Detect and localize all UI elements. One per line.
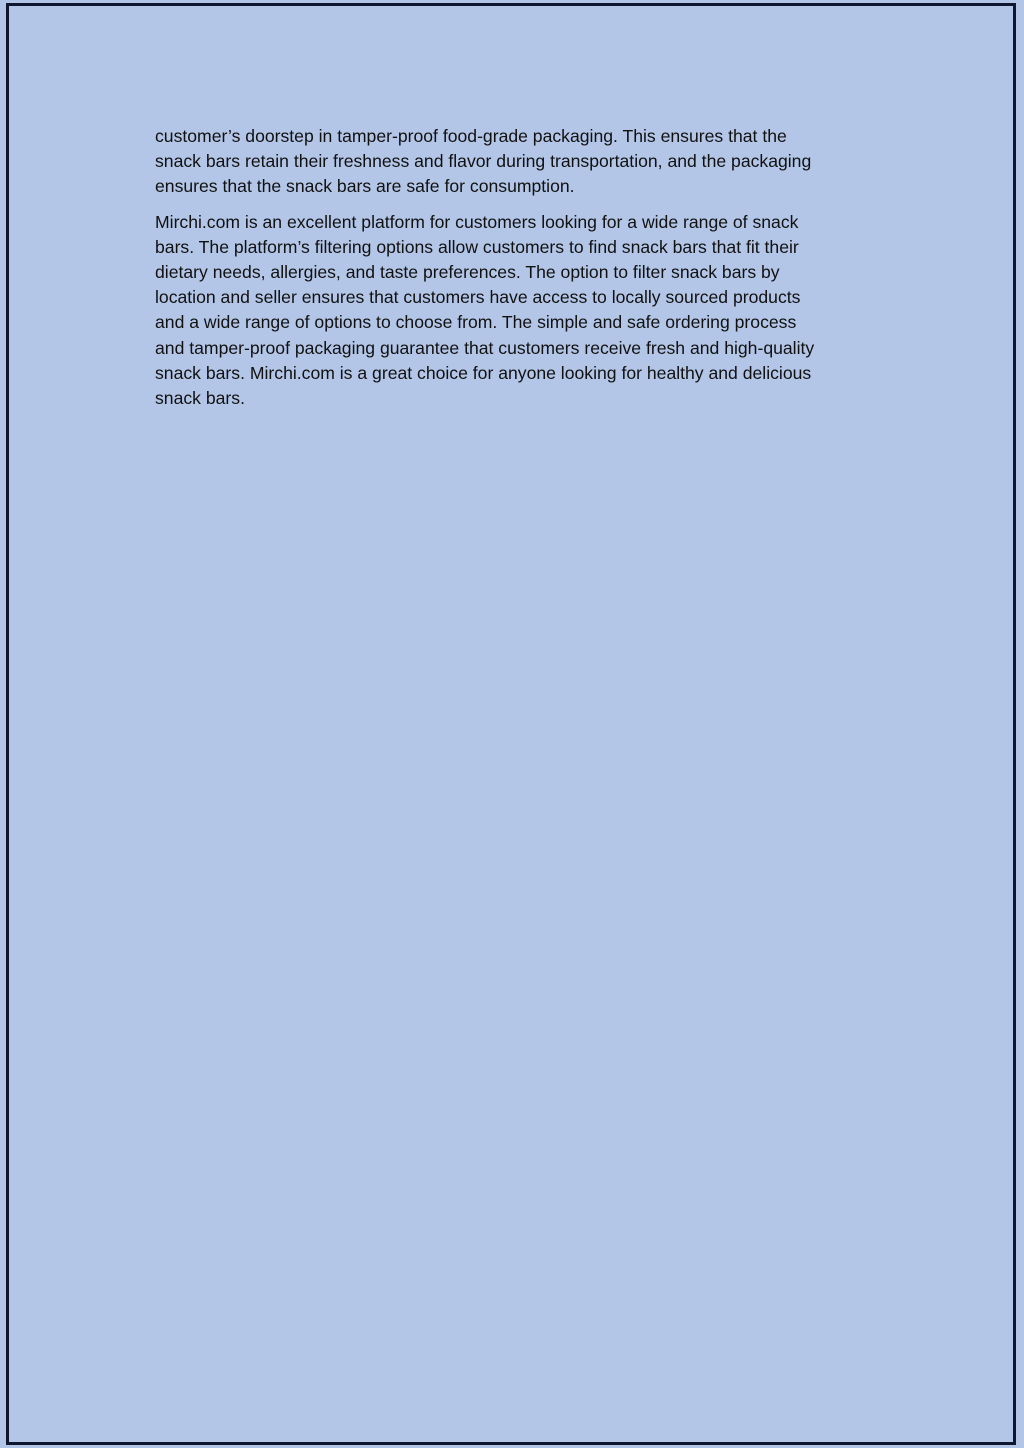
document-body	[155, 124, 877, 411]
text-line: and tamper-proof packaging guarantee that customers receive fresh and high-quality	[155, 337, 815, 358]
text-line: snack bars retain their freshness and flavor during transportation, and the packaging	[155, 151, 812, 172]
text-line: dietary needs, allergies, and taste preferences. The option to filter snack bars by	[155, 262, 780, 283]
text-line: Mirchi.com is an excellent platform for customers looking for a wide range of snack	[155, 211, 799, 232]
text-line: location and seller ensures that customers have access to locally sourced products	[155, 287, 801, 308]
paragraph-packaging	[155, 124, 877, 200]
text-line: bars. The platform’s filtering options allow customers to find snack bars that fit their	[155, 236, 799, 257]
text-line: customer’s doorstep in tamper-proof food-grade packaging. This ensures that the	[155, 126, 787, 146]
paragraph-conclusion	[155, 210, 877, 412]
text-line: and a wide range of options to choose from. The simple and safe ordering process	[155, 312, 797, 333]
text-line: ensures that the snack bars are safe for consumption.	[155, 176, 575, 197]
text-line: snack bars. Mirchi.com is a great choice for anyone looking for healthy and delicious	[155, 362, 812, 383]
text-line: snack bars.	[155, 388, 245, 409]
